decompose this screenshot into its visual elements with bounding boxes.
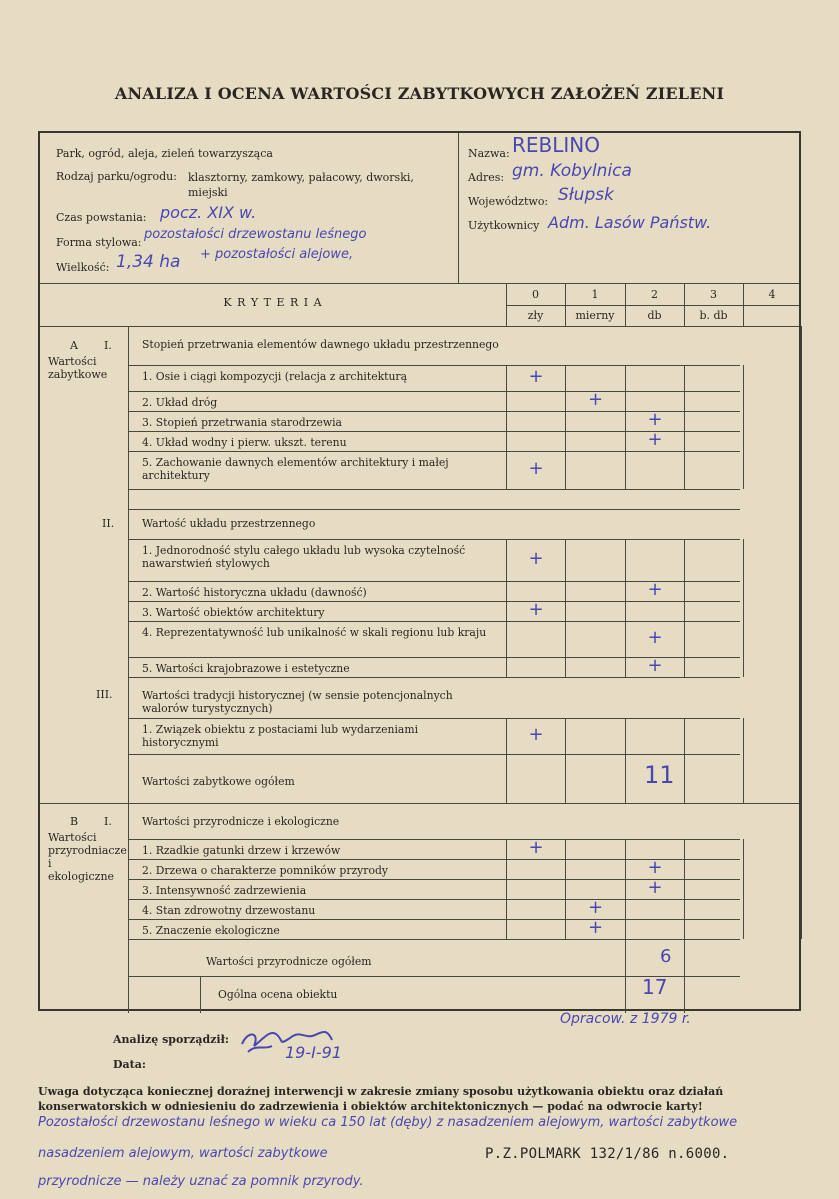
row-line bbox=[128, 677, 740, 678]
rating-mark: + bbox=[647, 655, 663, 676]
overall-mid bbox=[625, 976, 626, 1013]
cell-divider bbox=[684, 657, 685, 677]
cell-divider bbox=[506, 581, 507, 601]
cell-divider bbox=[684, 391, 685, 411]
criterion-text: 3. Intensywność zadrzewienia bbox=[142, 884, 307, 897]
voivodeship-label: Województwo: bbox=[468, 195, 549, 208]
cell-divider bbox=[743, 411, 744, 431]
form-style-value-2: + pozostałości alejowe, bbox=[200, 247, 354, 262]
total-b-label: Wartości przyrodnicze ogółem bbox=[206, 955, 372, 968]
cell-divider bbox=[506, 899, 507, 919]
cell-divider bbox=[743, 839, 744, 859]
cell-divider bbox=[743, 718, 744, 754]
cell-divider bbox=[625, 919, 626, 939]
rating-mark: + bbox=[647, 429, 663, 450]
cell-divider bbox=[565, 754, 566, 803]
print-stamp: P.Z.POLMARK 132/1/86 n.6000. bbox=[485, 1146, 730, 1162]
cell-divider bbox=[743, 431, 744, 451]
cell-divider bbox=[625, 718, 626, 754]
footer-hand-2: nasadzeniem alejowym, wartości zabytkowe bbox=[38, 1146, 328, 1161]
scale-col-3-label: b. db bbox=[699, 309, 728, 322]
size-label: Wielkość: bbox=[56, 261, 110, 274]
scale-col-2-num: 2 bbox=[651, 288, 658, 301]
rating-mark: + bbox=[647, 409, 663, 430]
criterion-text: 5. Zachowanie dawnych elementów architektury i małej architektury bbox=[142, 456, 449, 482]
rating-mark: + bbox=[528, 548, 544, 569]
section-b-group-title: Wartości przyrodnicze i ekologiczne bbox=[142, 815, 340, 828]
cell-divider bbox=[506, 539, 507, 581]
row-line bbox=[128, 919, 740, 920]
cell-divider bbox=[684, 539, 685, 581]
cell-divider bbox=[625, 754, 626, 803]
cell-divider bbox=[565, 718, 566, 754]
name-value: REBLINO bbox=[512, 133, 600, 157]
cell-divider bbox=[743, 581, 744, 601]
right-edge bbox=[801, 326, 802, 939]
scale-col-2-label: db bbox=[647, 309, 662, 322]
group-line bbox=[128, 803, 740, 804]
cell-divider bbox=[684, 601, 685, 621]
scale-col-divider bbox=[743, 283, 744, 326]
footer-hand-1: Pozostałości drzewostanu leśnego w wieku ca 150 lat (dęby) z nasadzeniem alejowym, wartości zabytkowe bbox=[38, 1115, 738, 1130]
rating-mark: + bbox=[647, 627, 663, 648]
scale-col-divider bbox=[625, 283, 626, 326]
cell-divider bbox=[506, 621, 507, 657]
cell-divider bbox=[743, 621, 744, 657]
type-options: klasztorny, zamkowy, pałacowy, dworski, miejski bbox=[188, 171, 414, 199]
cell-divider bbox=[684, 411, 685, 431]
form-title: ANALIZA I OCENA WARTOŚCI ZABYTKOWYCH ZAŁOŻEŃ ZIELENI bbox=[114, 84, 725, 103]
cell-divider bbox=[565, 621, 566, 657]
time-value: pocz. XIX w. bbox=[160, 203, 257, 222]
row-line bbox=[128, 601, 740, 602]
cell-divider bbox=[625, 859, 626, 879]
rating-mark: + bbox=[647, 579, 663, 600]
cell-divider bbox=[684, 939, 685, 976]
cell-divider bbox=[506, 391, 507, 411]
cell-divider bbox=[743, 657, 744, 677]
cell-divider bbox=[743, 919, 744, 939]
section-b-letter: B bbox=[70, 815, 79, 828]
rating-mark: + bbox=[528, 724, 544, 745]
cell-divider bbox=[743, 859, 744, 879]
overall-left bbox=[200, 976, 201, 1013]
scale-col-1-label: mierny bbox=[575, 309, 615, 322]
rating-mark: + bbox=[647, 857, 663, 878]
cell-divider bbox=[506, 919, 507, 939]
cell-divider bbox=[506, 754, 507, 803]
scale-col-4-num: 4 bbox=[768, 288, 776, 301]
cell-divider bbox=[506, 451, 507, 489]
row-line bbox=[128, 489, 740, 490]
cell-divider bbox=[506, 879, 507, 899]
cell-divider bbox=[625, 601, 626, 621]
criterion-text: 1. Związek obiektu z postaciami lub wydarzeniami historycznymi bbox=[142, 723, 419, 749]
scale-col-0-label: zły bbox=[527, 309, 544, 322]
group1-title: Stopień przetrwania elementów dawnego układu przestrzennego bbox=[142, 338, 499, 351]
cell-divider bbox=[565, 859, 566, 879]
cell-divider bbox=[506, 839, 507, 859]
cell-divider bbox=[565, 839, 566, 859]
date-label: Data: bbox=[113, 1058, 146, 1071]
cell-divider bbox=[684, 451, 685, 489]
row-line bbox=[128, 899, 740, 900]
criteria-header: K R Y T E R I A bbox=[223, 296, 323, 309]
name-label: Nazwa: bbox=[468, 147, 510, 160]
section-b-name: Wartości przyrodniacze i ekologiczne bbox=[48, 831, 127, 883]
rating-mark: + bbox=[528, 837, 544, 858]
rating-mark: + bbox=[647, 877, 663, 898]
cell-divider bbox=[743, 601, 744, 621]
cell-divider bbox=[506, 601, 507, 621]
group3-title: Wartości tradycji historycznej (w sensie potencjonalnych walorów turystycznych) bbox=[142, 689, 453, 715]
cell-divider bbox=[625, 621, 626, 657]
scale-col-divider bbox=[565, 283, 566, 326]
cell-divider bbox=[565, 391, 566, 411]
section-b-roman-1: I. bbox=[104, 815, 112, 828]
scale-col-3-num: 3 bbox=[710, 288, 717, 301]
cell-divider bbox=[684, 621, 685, 657]
rating-mark: + bbox=[588, 897, 604, 918]
note-value: Opracow. z 1979 r. bbox=[560, 1011, 691, 1027]
cell-divider bbox=[565, 657, 566, 677]
type-label: Rodzaj parku/ogrodu: bbox=[56, 170, 177, 183]
criterion-text: 1. Osie i ciągi kompozycji (relacja z architekturą bbox=[142, 370, 408, 383]
cell-divider bbox=[565, 919, 566, 939]
rating-mark: + bbox=[528, 599, 544, 620]
scale-col-divider bbox=[506, 283, 507, 326]
section-a-roman-2: II. bbox=[102, 517, 115, 530]
group-line bbox=[128, 718, 740, 719]
row-line bbox=[128, 621, 740, 622]
cell-divider bbox=[565, 539, 566, 581]
cell-divider bbox=[565, 899, 566, 919]
criterion-text: 5. Znaczenie ekologiczne bbox=[142, 924, 280, 937]
cell-divider bbox=[506, 718, 507, 754]
form-frame bbox=[38, 131, 801, 1011]
group-line bbox=[128, 365, 740, 366]
criterion-text: 4. Reprezentatywność lub unikalność w skali regionu lub kraju bbox=[142, 626, 487, 639]
cell-divider bbox=[684, 431, 685, 451]
total-b-value: 6 bbox=[660, 946, 672, 967]
total-b-top bbox=[128, 939, 740, 940]
cell-divider bbox=[625, 431, 626, 451]
cell-divider bbox=[625, 899, 626, 919]
rating-mark: + bbox=[528, 366, 544, 387]
cell-divider bbox=[565, 581, 566, 601]
cell-divider bbox=[743, 754, 744, 803]
address-value: gm. Kobylnica bbox=[512, 161, 632, 181]
cell-divider bbox=[506, 365, 507, 391]
cell-divider bbox=[506, 657, 507, 677]
row-line bbox=[128, 451, 740, 452]
cell-divider bbox=[625, 839, 626, 859]
group-line bbox=[128, 839, 740, 840]
rating-mark: + bbox=[588, 917, 604, 938]
scale-col-1-num: 1 bbox=[591, 288, 599, 301]
criterion-text: 3. Wartość obiektów architektury bbox=[142, 606, 325, 619]
criterion-text: 2. Układ dróg bbox=[142, 396, 218, 409]
criterion-text: 1. Rzadkie gatunki drzew i krzewów bbox=[142, 844, 341, 857]
cell-divider bbox=[684, 754, 685, 803]
cell-divider bbox=[743, 451, 744, 489]
cell-divider bbox=[684, 899, 685, 919]
overall-label: Ogólna ocena obiektu bbox=[218, 988, 338, 1001]
cell-divider bbox=[625, 451, 626, 489]
cell-divider bbox=[565, 601, 566, 621]
section-a-roman-1: I. bbox=[104, 339, 112, 352]
cell-divider bbox=[684, 879, 685, 899]
cell-divider bbox=[506, 859, 507, 879]
overall-value: 17 bbox=[642, 975, 668, 999]
section-divider bbox=[128, 326, 129, 1013]
cell-divider bbox=[565, 879, 566, 899]
total-a-top bbox=[128, 754, 740, 755]
total-a-value: 11 bbox=[644, 761, 675, 789]
cell-divider bbox=[625, 411, 626, 431]
cell-divider bbox=[565, 411, 566, 431]
footer-hand-3: przyrodnicze — należy uznać za pomnik przyrody. bbox=[38, 1174, 364, 1189]
cell-divider bbox=[625, 581, 626, 601]
form-style-value: pozostałości drzewostanu leśnego bbox=[144, 227, 367, 242]
date-value: 19-I-91 bbox=[285, 1043, 342, 1062]
criterion-text: 1. Jednorodność stylu całego układu lub wysoka czytelność nawarstwień stylowych bbox=[142, 544, 466, 570]
group2-title: Wartość układu przestrzennego bbox=[142, 517, 316, 530]
criterion-text: 5. Wartości krajobrazowe i estetyczne bbox=[142, 662, 350, 675]
cell-divider bbox=[625, 391, 626, 411]
park-label: Park, ogród, aleja, zieleń towarzysząca bbox=[56, 147, 273, 160]
scale-col-0-num: 0 bbox=[532, 288, 539, 301]
scale-col-divider bbox=[684, 283, 685, 326]
cell-divider bbox=[684, 859, 685, 879]
criterion-text: 3. Stopień przetrwania starodrzewia bbox=[142, 416, 342, 429]
cell-divider bbox=[743, 539, 744, 581]
form-style-label: Forma stylowa: bbox=[56, 236, 142, 249]
cell-divider bbox=[684, 718, 685, 754]
group-line bbox=[128, 539, 740, 540]
cell-divider bbox=[684, 365, 685, 391]
cell-divider bbox=[506, 411, 507, 431]
time-label: Czas powstania: bbox=[56, 211, 147, 224]
group-line bbox=[128, 326, 740, 327]
size-value: 1,34 ha bbox=[116, 252, 181, 272]
cell-divider bbox=[565, 451, 566, 489]
cell-divider bbox=[565, 431, 566, 451]
cell-divider bbox=[743, 879, 744, 899]
cell-divider bbox=[565, 365, 566, 391]
cell-divider bbox=[743, 365, 744, 391]
total-a-label: Wartości zabytkowe ogółem bbox=[142, 775, 295, 788]
group-line bbox=[128, 509, 740, 510]
criterion-text: 2. Wartość historyczna układu (dawność) bbox=[142, 586, 367, 599]
rating-mark: + bbox=[528, 458, 544, 479]
section-a-letter: A bbox=[70, 339, 78, 352]
prepared-label: Analizę sporządził: bbox=[113, 1033, 229, 1046]
criterion-text: 2. Drzewa o charakterze pomników przyrody bbox=[142, 864, 388, 877]
cell-divider bbox=[625, 365, 626, 391]
section-a-roman-3: III. bbox=[96, 688, 113, 701]
cell-divider bbox=[684, 839, 685, 859]
cell-divider bbox=[625, 879, 626, 899]
cell-divider bbox=[743, 899, 744, 919]
cell-divider bbox=[684, 919, 685, 939]
cell-divider bbox=[625, 657, 626, 677]
voivodeship-value: Słupsk bbox=[558, 185, 614, 205]
cell-divider bbox=[743, 391, 744, 411]
cell-divider bbox=[625, 939, 626, 976]
criterion-text: 4. Układ wodny i pierw. ukszt. terenu bbox=[142, 436, 347, 449]
address-label: Adres: bbox=[468, 171, 505, 184]
cell-divider bbox=[625, 539, 626, 581]
overall-right bbox=[684, 976, 685, 1013]
cell-divider bbox=[684, 581, 685, 601]
footer-notice: Uwaga dotycząca koniecznej doraźnej interwencji w zakresie zmiany sposobu użytkowania obiektu oraz działań konserwatorskich w odniesieniu do zadrzewienia i obiektów architektonicznych — podać na odwrocie karty! bbox=[38, 1085, 724, 1113]
section-a-name: Wartości zabytkowe bbox=[48, 355, 108, 381]
cell-divider bbox=[506, 431, 507, 451]
rating-mark: + bbox=[588, 389, 604, 410]
row-line bbox=[128, 391, 740, 392]
criterion-text: 4. Stan zdrowotny drzewostanu bbox=[142, 904, 316, 917]
users-value: Adm. Lasów Państw. bbox=[548, 213, 712, 232]
users-label: Użytkownicy bbox=[468, 219, 540, 232]
